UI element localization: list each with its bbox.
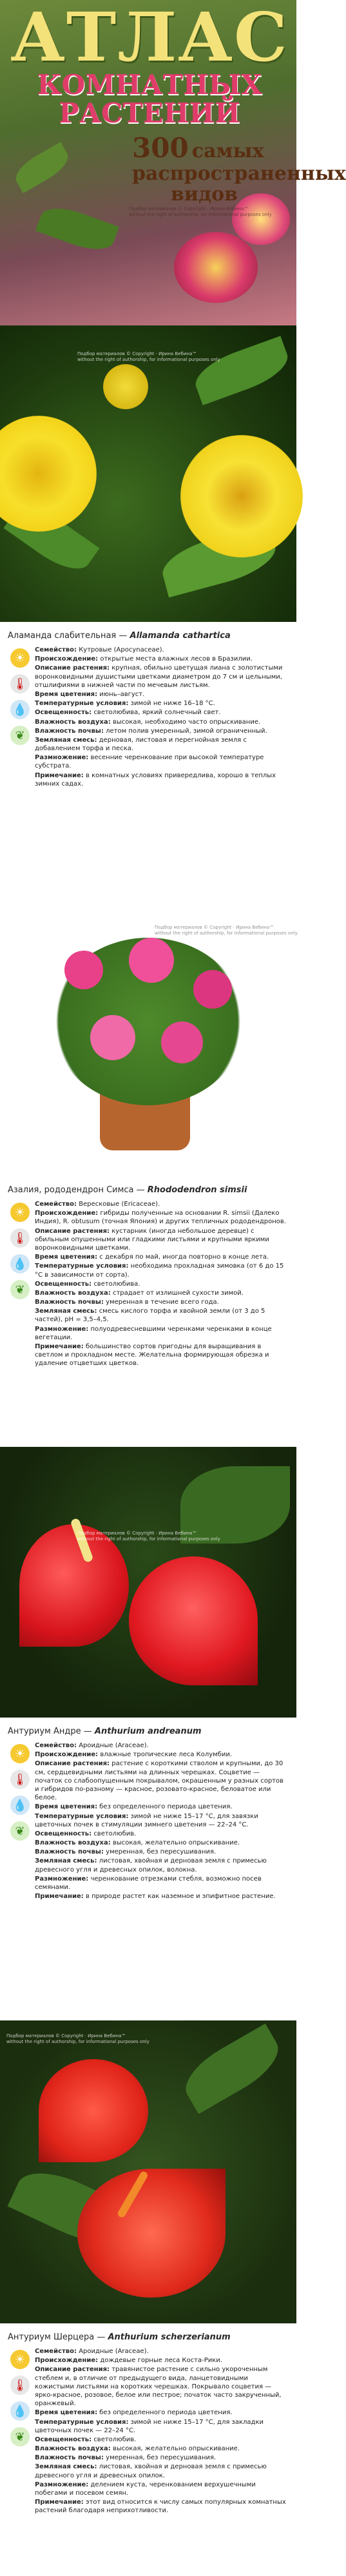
- cover-subtitle-line2: распространенных: [132, 162, 346, 185]
- row-text: Вересковые (Ericaceae).: [79, 1201, 160, 1208]
- row-label: Влажность воздуха:: [35, 1839, 111, 1847]
- watermark: Подбор материалов © Copyright · Ирина Вебина™ without the right of authorship, for informational purposes only: [129, 206, 272, 218]
- entry-row: [35, 2365, 289, 2408]
- row-text: высокая, необходимо часто опрыскивание.: [112, 718, 261, 726]
- red-spathe: [77, 2169, 226, 2298]
- entry-row: [35, 690, 289, 699]
- leaf-icon: ❦: [10, 726, 30, 745]
- entry-row: [35, 1280, 289, 1288]
- cover-subtitle-line1: самых: [191, 140, 264, 162]
- entry-title: Антуриум Андре — Anthurium andreanum: [8, 1727, 202, 1736]
- row-text: этот вид относится к числу самых популярных комнатных растений благодаря неприхотливости.: [35, 2499, 286, 2515]
- entry-row: [35, 2418, 289, 2435]
- row-label: Освещенность:: [35, 2436, 92, 2443]
- entry-row: [35, 1209, 289, 1226]
- entry-title-lat: Anthurium andreanum: [94, 1727, 202, 1736]
- row-text: с декабря по май, иногда повторно в конце лета.: [99, 1254, 269, 1261]
- entry-row: [35, 2454, 289, 2462]
- row-label: Земляная смесь:: [35, 1308, 97, 1315]
- cover-image: [0, 0, 346, 325]
- entry-row: [35, 1200, 289, 1208]
- row-text: большинство сортов пригодны для выращивания в светлом и прохладном месте. Желательна формирующая обрезка и удаление отцветших цветков.: [35, 1343, 269, 1368]
- entry-row: [35, 1750, 289, 1759]
- cover-subtitle: [132, 132, 346, 206]
- leaf-shape: [10, 142, 73, 193]
- row-label: Происхождение:: [35, 1210, 99, 1217]
- row-label: Семейство:: [35, 2348, 77, 2355]
- row-label: Земляная смесь:: [35, 736, 97, 744]
- anthurium-andre-photo: [0, 1447, 296, 1718]
- entry-row: [35, 655, 289, 663]
- entry-row: [35, 1892, 289, 1901]
- row-text: травянистое растение с сильно укороченным стеблем и, в отличие от предыдущего вида, ланцетовидными кожистыми листьями на коротких черешках. Покрывало соцветия — ярко-красное, розовое, белое или пестрое; початок часто закрученный, оранжевый.: [35, 2366, 282, 2408]
- entry-anthurium-andre: [0, 1718, 296, 2020]
- row-label: Время цветения:: [35, 690, 98, 698]
- row-text: светолюбив.: [93, 2436, 137, 2443]
- entry-title: Антуриум Шерцера — Anthurium scherzerianum: [8, 2332, 231, 2342]
- row-label: Земляная смесь:: [35, 2463, 97, 2471]
- leaf-shape: [189, 336, 293, 405]
- row-label: Размножение:: [35, 1875, 89, 1883]
- entry-title-lat: Allamanda cathartica: [130, 631, 231, 641]
- row-label: Освещенность:: [35, 709, 92, 717]
- row-label: Происхождение:: [35, 1751, 99, 1759]
- row-text: в комнатных условиях привередлива, хорошо в теплых зимних садах.: [35, 771, 276, 788]
- entry-title-ru: Антуриум Шерцера: [8, 2332, 95, 2342]
- row-label: Примечание:: [35, 771, 84, 779]
- thermometer-icon: 🌡: [10, 674, 30, 693]
- row-label: Влажность почвы:: [35, 2454, 104, 2462]
- row-text: весенние черенкование при высокой температуре субстрата.: [35, 754, 264, 770]
- row-label: Размножение:: [35, 754, 89, 762]
- anthurium-scherzer-photo: [0, 2020, 296, 2323]
- row-label: Примечание:: [35, 1343, 84, 1350]
- entry-title: Аламанда слабительная — Allamanda cathartica: [8, 631, 231, 641]
- entry-title-lat: Anthurium scherzerianum: [108, 2332, 231, 2342]
- leaf-icon: ❦: [10, 1280, 30, 1299]
- entry-row: [35, 1253, 289, 1261]
- entry-row: [35, 1307, 289, 1324]
- entry-rows: [35, 1200, 289, 1369]
- row-label: Примечание:: [35, 2499, 84, 2506]
- leaf-shape: [176, 2024, 288, 2115]
- pink-flower: [161, 1022, 203, 1063]
- row-text: листовая, хвойная и дерновая земля с примесью древесного угля и древесных опилок, волокна.: [35, 1857, 267, 1874]
- row-text: делением куста, черенкованием верхушечными побегами и посевом семян.: [35, 2481, 256, 2497]
- pink-flower: [90, 1015, 135, 1060]
- row-text: Ароидные (Araceae).: [79, 1742, 149, 1749]
- entry-title-ru: Азалия, рододендрон Симса: [8, 1185, 134, 1195]
- leaf-shape: [35, 200, 119, 257]
- thermometer-icon: 🌡: [10, 1770, 30, 1789]
- row-text: без определенного периода цветения.: [99, 2409, 233, 2417]
- entry-row: [35, 736, 289, 753]
- entry-row: [35, 1342, 289, 1368]
- flower-bud: [103, 364, 148, 409]
- entry-row: [35, 1289, 289, 1297]
- row-text: зимой не ниже 15–17 °С, для завязки цветочных почек в стимуляции зимнего цветения — 22–24 °С.: [35, 1812, 258, 1828]
- pink-flower: [193, 970, 232, 1009]
- row-label: Влажность почвы:: [35, 1848, 104, 1856]
- row-label: Семейство:: [35, 1742, 77, 1749]
- row-label: Влажность воздуха:: [35, 2445, 111, 2453]
- azalea-photo: [0, 899, 296, 1176]
- entry-title-ru: Антуриум Андре: [8, 1727, 81, 1736]
- row-text: полуодревесневшими черенками черенками в конце вегетации.: [35, 1325, 272, 1341]
- row-label: Влажность воздуха:: [35, 1289, 111, 1297]
- entry-row: [35, 2436, 289, 2444]
- entry-row: [35, 2481, 289, 2497]
- entry-row: [35, 1227, 289, 1253]
- watermark: Подбор материалов © Copyright · Ирина Вебина™ without the right of authorship, for informational purposes only: [77, 351, 220, 363]
- thermometer-icon: 🌡: [10, 1228, 30, 1248]
- row-label: Описание растения:: [35, 2366, 110, 2374]
- yellow-flower: [0, 416, 97, 532]
- row-text: без определенного периода цветения.: [99, 1803, 233, 1811]
- row-text: светолюбив.: [93, 1830, 137, 1837]
- entry-row: [35, 1848, 289, 1856]
- sun-icon: ☀: [10, 648, 30, 668]
- entry-title-ru: Аламанда слабительная: [8, 631, 117, 641]
- row-text: высокая, желательно опрыскивание.: [112, 2445, 240, 2453]
- row-text: светолюбива.: [93, 1280, 140, 1288]
- row-text: дерновая, листовая и перегнойная земля с добавлением торфа и песка.: [35, 736, 247, 753]
- row-label: Описание растения:: [35, 1227, 110, 1235]
- entry-row: [35, 2347, 289, 2356]
- row-text: июнь–август.: [99, 690, 145, 698]
- sun-icon: ☀: [10, 1203, 30, 1222]
- row-label: Примечание:: [35, 1893, 84, 1901]
- entry-row: [35, 699, 289, 708]
- entry-rows: [35, 2347, 289, 2516]
- row-text: зимой не ниже 16–18 °С.: [130, 700, 215, 708]
- entry-title: Азалия, рододендрон Симса — Rhododendron simsii: [8, 1185, 247, 1195]
- row-text: высокая, желательно опрыскивание.: [112, 1839, 240, 1847]
- row-label: Освещенность:: [35, 1830, 92, 1837]
- entry-row: [35, 1325, 289, 1342]
- thermometer-icon: 🌡: [10, 2376, 30, 2395]
- row-text: умеренная, без пересушивания.: [106, 2454, 216, 2462]
- row-label: Семейство:: [35, 1201, 77, 1208]
- watermark: Подбор материалов © Copyright · Ирина Вебина™ without the right of authorship, for informational purposes only: [6, 2033, 149, 2045]
- watermark: Подбор материалов © Copyright · Ирина Вебина™ without the right of authorship, for informational purposes only: [77, 1531, 220, 1542]
- pink-flower: [64, 951, 103, 989]
- watermark: Подбор материалов © Copyright · Ирина Вебина™ without the right of authorship, for informational purposes only: [155, 925, 298, 936]
- entry-row: [35, 2356, 289, 2365]
- row-label: Температурные условия:: [35, 2418, 129, 2426]
- entry-row: [35, 2498, 289, 2515]
- allamanda-photo: [0, 325, 296, 622]
- row-label: Температурные условия:: [35, 700, 129, 708]
- water-drop-icon: 💧: [10, 700, 30, 719]
- entry-anthurium-scherzer: [0, 2323, 296, 2576]
- row-text: гибриды полученные на основании R. simsii (Далеко Индия), R. obtusum (точная Япония) и других тепличных рододендронов.: [35, 1210, 286, 1226]
- row-label: Описание растения:: [35, 664, 110, 672]
- row-text: Кутровые (Apocynaceae).: [79, 646, 164, 654]
- entry-row: [35, 646, 289, 654]
- entry-row: [35, 1830, 289, 1838]
- entry-row: [35, 1262, 289, 1279]
- entry-row: [35, 664, 289, 690]
- water-drop-icon: 💧: [10, 2401, 30, 2421]
- row-text: растение с короткими стволом и крупными, до 30 см, сердцевидными листьями на длинных черешках. Соцветие — початок со слабоопущенным покрывалом, окрашенным у разных сортов и гибридов по-разному — красное, розовато-красное, беловатое или белое.: [35, 1760, 284, 1802]
- entry-row: [35, 1875, 289, 1892]
- entry-row: [35, 771, 289, 788]
- entry-row: [35, 718, 289, 726]
- row-label: Температурные условия:: [35, 1812, 129, 1820]
- row-text: светолюбива, яркий солнечный свет.: [93, 709, 221, 717]
- water-drop-icon: 💧: [10, 1254, 30, 1273]
- entry-row: [35, 753, 289, 770]
- row-label: Семейство:: [35, 646, 77, 654]
- row-label: Влажность почвы:: [35, 1299, 104, 1306]
- entry-rows: [35, 646, 289, 789]
- leaf-icon: ❦: [10, 1821, 30, 1841]
- entry-row: [35, 2445, 289, 2453]
- row-label: Земляная смесь:: [35, 1857, 97, 1865]
- row-label: Происхождение:: [35, 655, 99, 663]
- row-text: крупная, обильно цветущая лиана с золотистыми воронковидными душистыми цветками диаметром до 7 см и цельными, отшлифиями в нижней части по мечевым листьям.: [35, 664, 283, 689]
- red-spathe: [129, 1556, 258, 1685]
- entry-row: [35, 1298, 289, 1306]
- entry-row: [35, 708, 289, 717]
- entry-rows: [35, 1741, 289, 1901]
- entry-row: [35, 1857, 289, 1874]
- cover-title-rasteniy: РАСТЕНИЙ: [59, 97, 240, 130]
- entry-allamanda: [0, 622, 296, 899]
- entry-row: [35, 1839, 289, 1847]
- row-text: в природе растет как наземное и эпифитное растение.: [86, 1893, 276, 1901]
- row-text: листовая, хвойная и дерновая земля с примесью древесного угля и древесных опилок.: [35, 2463, 267, 2479]
- row-text: летом полив умеренный, зимой ограниченный.: [106, 727, 267, 735]
- entry-title-lat: Rhododendron simsii: [147, 1185, 247, 1195]
- cover-subtitle-number: 300: [132, 132, 189, 164]
- red-spathe: [39, 2059, 148, 2162]
- leaf-icon: ❦: [10, 2427, 30, 2446]
- row-text: кустарник (иногда небольшое деревце) с обильным опушенными или гладкими листьями и крупными яркими воронковидными цветками.: [35, 1227, 269, 1252]
- row-label: Время цветения:: [35, 1803, 98, 1811]
- entry-row: [35, 1759, 289, 1802]
- row-label: Время цветения:: [35, 1254, 98, 1261]
- row-label: Температурные условия:: [35, 1263, 129, 1270]
- row-label: Описание растения:: [35, 1760, 110, 1768]
- row-text: Ароидные (Araceae).: [79, 2348, 149, 2355]
- entry-row: [35, 1812, 289, 1829]
- row-text: страдает от излишней сухости зимой.: [112, 1289, 244, 1297]
- entry-row: [35, 2408, 289, 2417]
- red-spathe: [19, 1524, 129, 1647]
- water-drop-icon: 💧: [10, 1796, 30, 1815]
- row-label: Размножение:: [35, 1325, 89, 1333]
- row-text: умеренная в течение всего года.: [106, 1299, 219, 1306]
- sun-icon: ☀: [10, 1744, 30, 1763]
- row-label: Освещенность:: [35, 1280, 92, 1288]
- row-label: Время цветения:: [35, 2409, 98, 2417]
- yellow-flower: [180, 435, 303, 557]
- row-text: дождевые горные леса Коста-Рики.: [100, 2357, 222, 2365]
- cover-title-atlas: АТЛАС: [10, 0, 289, 77]
- entry-row: [35, 1741, 289, 1750]
- row-label: Влажность воздуха:: [35, 718, 111, 726]
- cover-subtitle-line3: видов: [171, 182, 238, 206]
- row-text: влажные тропические леса Колумбии.: [100, 1751, 233, 1759]
- row-text: черенкование отрезками стебля, возможно посев семянами.: [35, 1875, 262, 1891]
- entry-row: [35, 2463, 289, 2479]
- row-text: зимой не ниже 15–17 °С, для закладки цветочных почек — 22–24 °С.: [35, 2418, 264, 2434]
- row-label: Происхождение:: [35, 2357, 99, 2365]
- row-text: умеренная, без пересушивания.: [106, 1848, 216, 1856]
- entry-row: [35, 727, 289, 735]
- sun-icon: ☀: [10, 2350, 30, 2369]
- row-label: Размножение:: [35, 2481, 89, 2488]
- entry-azalea: [0, 1176, 296, 1447]
- cover-title-komnatnyh: КОМНАТНЫХ: [37, 69, 262, 101]
- pansy-flower: [174, 232, 258, 303]
- row-text: необходима прохладная зимовка (от 6 до 15 °С в зависимости от сорта).: [35, 1263, 284, 1279]
- row-text: открытые места влажных лесов в Бразилии.: [100, 655, 253, 663]
- entry-row: [35, 1803, 289, 1811]
- row-text: смесь кислого торфа и хвойной земли (от 3 до 5 частей), pH = 3,5–4,5.: [35, 1308, 265, 1324]
- row-label: Влажность почвы:: [35, 727, 104, 735]
- pink-flower: [129, 938, 174, 983]
